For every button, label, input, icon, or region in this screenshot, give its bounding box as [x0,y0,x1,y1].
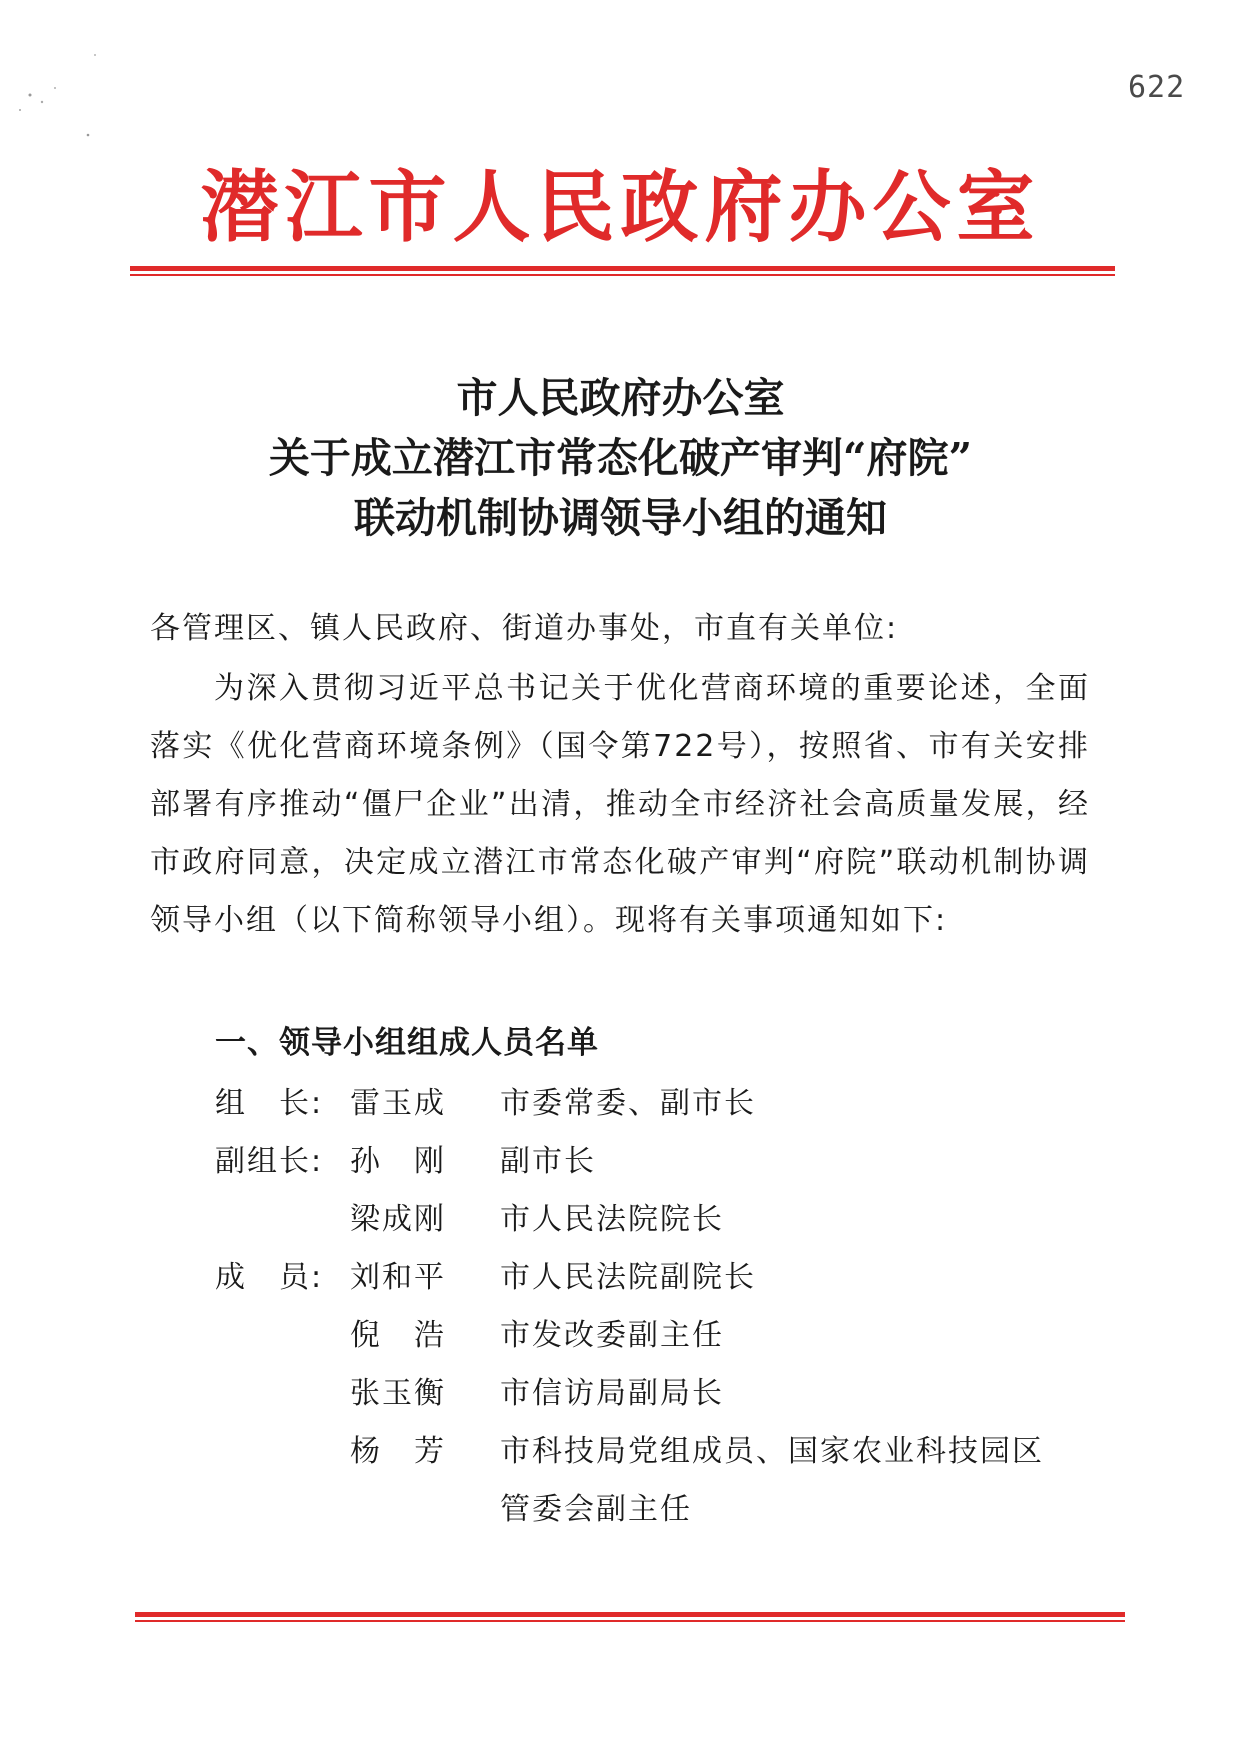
roster-role: 组 长: [215,1086,324,1121]
roster-name: 梁成刚 [350,1202,446,1237]
roster-name: 刘和平 [350,1260,446,1295]
document-title-line-3: 联动机制协调领导小组的通知 [354,494,887,542]
footer-red-rule [135,1612,1125,1622]
roster-row [215,1133,1095,1191]
roster-title: 市人民法院副院长 [500,1260,756,1295]
roster-row [215,1365,1095,1423]
roster-title: 市信访局副局长 [500,1376,724,1411]
masthead-red-rule [130,266,1115,276]
document-title-line-2: 关于成立潜江市常态化破产审判“府院” [268,434,973,482]
roster-title: 市发改委副主任 [500,1318,724,1353]
roster-name: 孙 刚 [350,1144,446,1179]
roster-name: 雷玉成 [350,1086,446,1121]
roster-name: 张玉衡 [350,1376,446,1411]
roster-role: 副组长: [215,1144,324,1179]
roster-title: 市委常委、副市长 [500,1086,756,1121]
roster-row [215,1191,1095,1249]
roster-title: 副市长 [500,1144,596,1179]
masthead-title: 潜江市人民政府办公室 [200,162,1041,253]
roster-row [215,1423,1095,1481]
scan-specks [0,0,120,140]
roster-title: 市科技局党组成员、国家农业科技园区 [500,1434,1044,1469]
roster-title: 管委会副主任 [500,1492,692,1527]
roster-name: 杨 芳 [350,1434,446,1469]
roster-name: 倪 浩 [350,1318,446,1353]
roster-title: 市人民法院院长 [500,1202,724,1237]
roster-row [215,1075,1095,1133]
salutation: 各管理区、镇人民政府、街道办事处，市直有关单位: [150,611,899,646]
document-number: 622 [1128,70,1186,105]
document-title-line-1: 市人民政府办公室 [456,374,785,422]
roster-row [215,1481,1095,1539]
roster-row [215,1249,1095,1307]
roster-row [215,1307,1095,1365]
member-roster [215,1075,1095,1539]
body-paragraph: 为深入贯彻习近平总书记关于优化营商环境的重要论述，全面落实《优化营商环境条例》（国令第722号），按照省、市有关安排部署有序推动“僵尸企业”出清，推动全市经济社会高质量发展，经市政府同意，决定成立潜江市常态化破产审判“府院”联动机制协调领导小组（以下简称领导小组）。现将有关事项通知如下: [150,671,1090,938]
roster-role: 成 员: [215,1260,324,1295]
section-heading: 一、领导小组组成人员名单 [215,1025,599,1061]
